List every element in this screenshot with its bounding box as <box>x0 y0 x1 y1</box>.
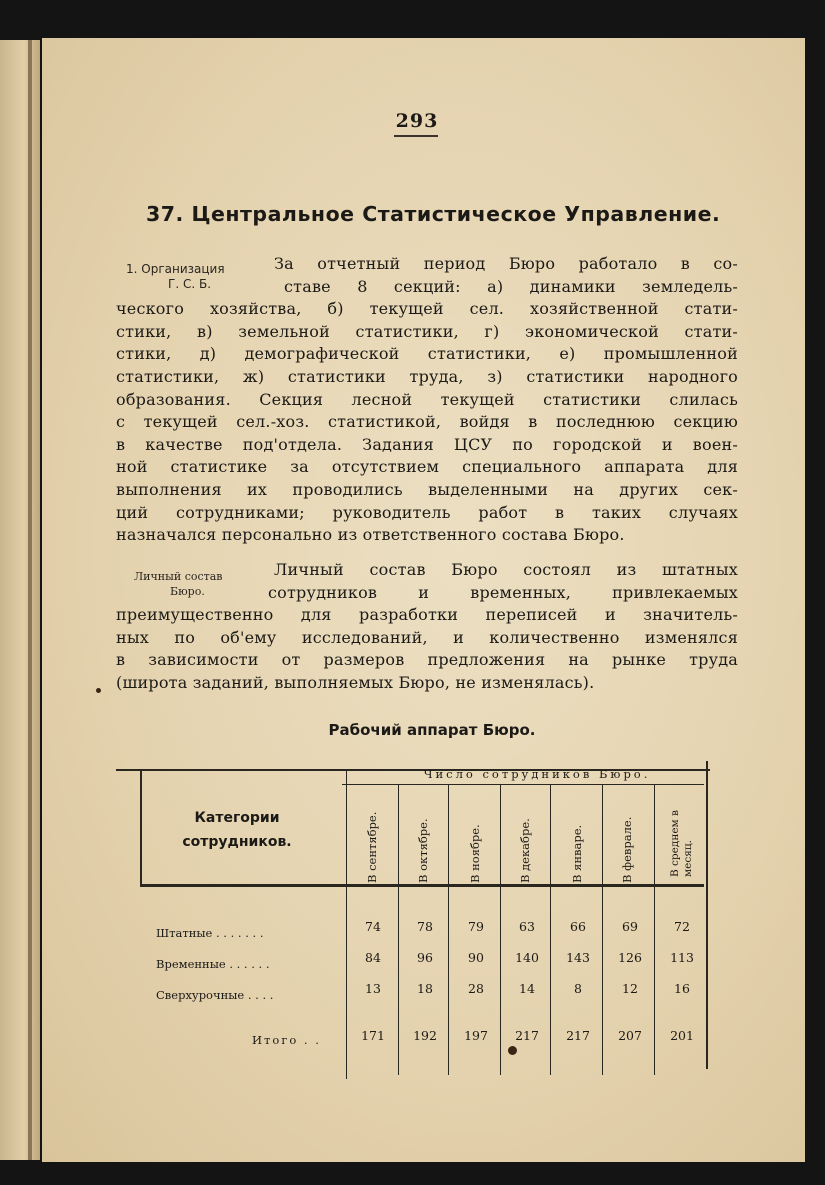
page-number: 293 <box>395 110 439 132</box>
table-cell: 14 <box>519 981 535 996</box>
text-line: сотрудников и временных, привлекаемых <box>268 582 738 602</box>
text-line: Личный состав Бюро состоял из штатных <box>274 560 738 579</box>
total-cell: 207 <box>618 1028 642 1043</box>
total-cell: 192 <box>413 1028 437 1043</box>
column-header: В ноябре. <box>468 824 482 883</box>
text-line: преимущественно для разработки переписей и значитель- <box>116 605 738 625</box>
category-header: Категории сотрудников. <box>182 810 292 850</box>
table-cell: 16 <box>674 981 690 996</box>
text-line: назначался персонально из ответственного состава Бюро. <box>116 525 625 545</box>
table-cell: 79 <box>468 919 484 934</box>
table-cell: 78 <box>417 919 433 934</box>
total-cell: 197 <box>464 1028 488 1043</box>
margin-note-line: Бюро. <box>170 585 205 598</box>
table-cell: 66 <box>570 919 586 934</box>
text-line: с текущей сел.-хоз. статистикой, войдя в последнюю секцию <box>116 412 738 432</box>
total-cell: 171 <box>361 1028 385 1043</box>
text-line: образования. Секция лесной текущей статистики слилась <box>116 389 738 409</box>
column-rule <box>550 785 551 1075</box>
row-label: Сверхурочные . . . . <box>156 988 274 1002</box>
text-line: стики, д) демографической статистики, е) промышленной <box>116 344 738 364</box>
table-cell: 84 <box>365 950 381 965</box>
table-cell: 8 <box>574 981 582 996</box>
table-cell: 69 <box>622 919 638 934</box>
total-cell: 217 <box>515 1028 539 1043</box>
text-line: в зависимости от размеров предложения на рынке труда <box>116 650 738 670</box>
table-cell: 63 <box>519 919 535 934</box>
table-cell: 143 <box>566 950 590 965</box>
adjacent-page-edge <box>0 40 40 1160</box>
ink-dot <box>96 688 101 693</box>
ink-blot <box>508 1046 517 1055</box>
column-header: В декабре. <box>518 818 532 883</box>
paragraph-staff <box>116 559 738 695</box>
group-header: Число сотрудников Бюро. <box>423 767 651 781</box>
table-cell: 126 <box>618 950 642 965</box>
table-cell: 28 <box>468 981 484 996</box>
column-rule <box>398 785 399 1075</box>
text-line: (широта заданий, выполняемых Бюро, не изменялась). <box>116 672 595 692</box>
column-rule <box>602 785 603 1075</box>
book-page <box>42 38 805 1162</box>
table-left-rule <box>140 771 142 884</box>
column-header: В январе. <box>570 824 584 883</box>
table-cell: 72 <box>674 919 690 934</box>
column-header: В октябре. <box>416 818 430 883</box>
row-label: Временные . . . . . . <box>156 957 270 971</box>
text-line: выполнения их проводились выделенными на других сек- <box>116 479 738 499</box>
table-cell: 96 <box>417 950 433 965</box>
text-line: ческого хозяйства, б) текущей сел. хозяйственной стати- <box>116 299 738 319</box>
text-line: в качестве под'отдела. Задания ЦСУ по городской и воен- <box>116 434 738 454</box>
table-cell: 140 <box>515 950 539 965</box>
margin-note-line: Г. С. Б. <box>168 277 212 291</box>
table-cell: 90 <box>468 950 484 965</box>
paragraph-organization <box>116 253 738 547</box>
text-line: ной статистике за отсутствием специального аппарата для <box>116 457 738 477</box>
row-label: Штатные . . . . . . . <box>156 926 264 940</box>
column-rule <box>654 785 655 1075</box>
total-cell: 201 <box>670 1028 694 1043</box>
column-header: В среднем в месяц. <box>669 810 694 877</box>
column-header: В сентябре. <box>365 811 379 883</box>
text-line: ных по об'ему исследований, и количественно изменялся <box>116 627 738 647</box>
table-right-rule <box>706 761 708 1069</box>
column-header: В феврале. <box>620 816 634 883</box>
page-number-underline <box>394 135 438 137</box>
table-cell: 74 <box>365 919 381 934</box>
margin-note-line: Личный состав <box>134 570 223 583</box>
text-line: За отчетный период Бюро работало в со- <box>274 254 738 273</box>
text-line: статистики, ж) статистики труда, з) статистики народного <box>116 366 738 386</box>
total-cell: 217 <box>566 1028 590 1043</box>
text-line: ставе 8 секций: а) динамики земледель- <box>284 276 738 296</box>
text-line: ций сотрудниками; руководитель работ в таких случаях <box>116 502 738 522</box>
group-header-rule <box>342 784 704 785</box>
table-title: Рабочий аппарат Бюро. <box>328 721 536 739</box>
book-gutter <box>28 40 32 1160</box>
header-bottom-rule <box>140 884 704 887</box>
margin-note-line: 1. Организация <box>126 262 225 276</box>
section-title: 37. Центральное Статистическое Управление. <box>146 202 721 226</box>
table-cell: 18 <box>417 981 433 996</box>
table-cell: 13 <box>365 981 381 996</box>
text-line: стики, в) земельной статистики, г) экономической стати- <box>116 321 738 341</box>
table-cell: 113 <box>670 950 694 965</box>
column-rule <box>448 785 449 1075</box>
total-label: Итого . . <box>252 1033 321 1047</box>
column-rule <box>500 785 501 1075</box>
table-cell: 12 <box>622 981 638 996</box>
